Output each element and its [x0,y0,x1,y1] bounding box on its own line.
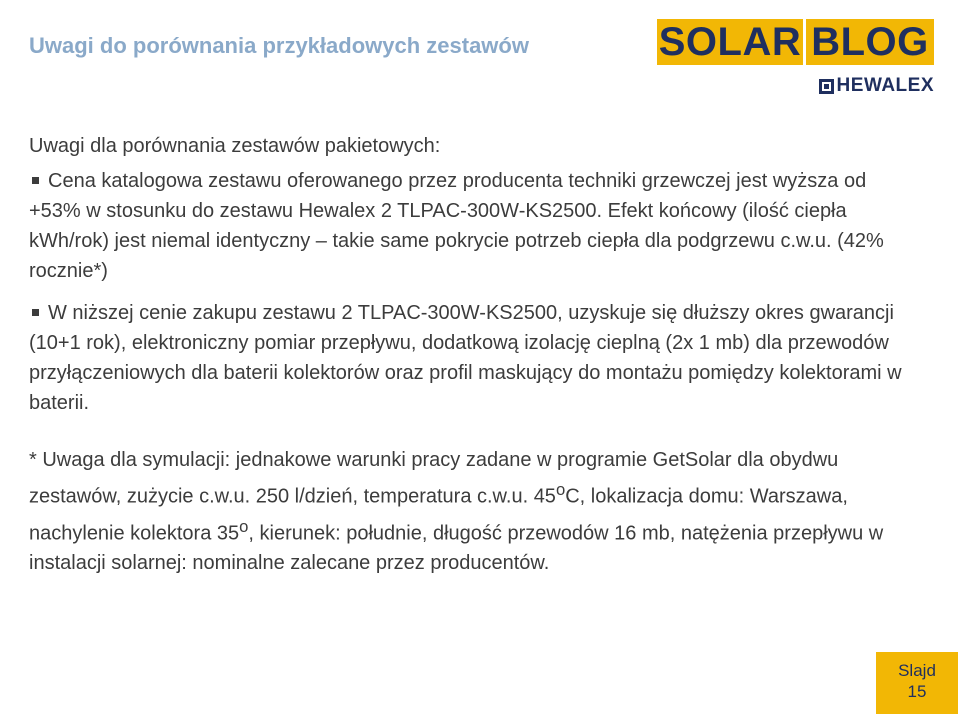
note-text: * Uwaga dla symulacji: jednakowe warunki pracy zadane w programie GetSolar dla obydwu zestawów, zużycie c.w.u. 250 l/dzień, temperatura c.w.u. 45 [29,449,839,508]
hewalex-text: HEWALEX [836,75,934,96]
simulation-note [29,445,909,578]
slide-body [29,131,909,578]
note-text: , kierunek: południe, długość przewodów 16 mb, natężenia przepływu w instalacji solarnej: nominalne zalecane przez producentów. [29,522,884,575]
hewalex-logo [657,76,934,96]
logo-solar-text: SOLAR [658,20,802,64]
solarblog-logo [657,19,934,96]
slide-label: Slajd [898,661,936,680]
bullet-text: Cena katalogowa zestawu oferowanego przez producenta techniki grzewczej jest wyższa od +53% w stosunku do zestawu Hewalex 2 TLPAC-300W-KS2500. Efekt końcowy (ilość ciepła kWh/rok) jest niemal identyczny – takie same pokrycie potrzeb ciepła dla podgrzewu c.w.u. (42% rocznie*) [29,170,884,282]
slide-number-badge [876,652,958,714]
bullet-item-warranty [29,298,909,418]
bullet-text: W niższej cenie zakupu zestawu 2 TLPAC-300W-KS2500, uzyskuje się dłuższy okres gwarancji (10+1 rok), elektroniczny pomiar przepływu, dodatkową izolację cieplną (2x 1 mb) dla przewodów przyłączeniowych dla baterii kolektorów oraz profil maskujący do montażu pomiędzy kolektorami w baterii. [29,302,902,414]
square-bullet-icon [32,309,39,316]
solarblog-wordmark [657,19,934,65]
degree-superscript: o [555,480,566,499]
square-bullet-icon [32,177,39,184]
hewalex-mark-icon [819,79,834,94]
logo-blog-text: BLOG [803,19,934,65]
note-text: C, lokalizacja domu: Warszawa, nachylenie kolektora 35 [29,485,848,545]
page-title: Uwagi do porównania przykładowych zestawów [29,33,529,58]
degree-superscript: o [239,516,249,536]
slide-number: 15 [907,682,927,701]
intro-text: Uwagi dla porównania zestawów pakietowych: [29,135,441,157]
bullet-item-price [29,166,909,286]
